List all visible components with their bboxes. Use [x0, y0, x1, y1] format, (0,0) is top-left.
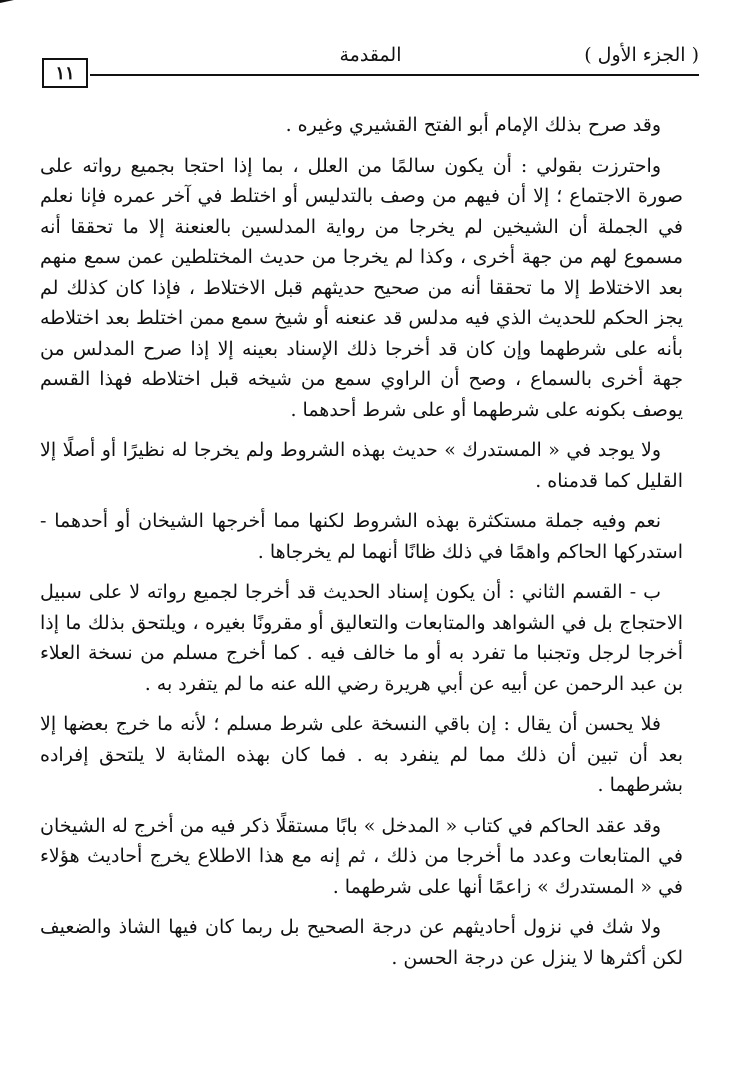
paragraph: واحترزت بقولي : أن يكون سالمًا من العلل ، بما إذا احتجا بجميع رواته على صورة الاجتماع ؛ إلا أن فيهم من وصف بالتدليس أو اختلط في آخر عمره فإنا نعلم في الجملة أن الشيخين لم يخرجا من رواية المدلسين بالعنعنة إلا ما تحققا أنه مسموع لهم من جهة أخرى ، وكذا لم يخرجا من حديث المختلطين عمن سمع منهم بعد الاختلاط إلا ما تحققا أنه من صحيح حديثهم قبل الاختلاط ، فإذا كان كذلك لم يجز الحكم للحديث الذي فيه مدلس قد عنعنه أو شيخ سمع ممن اختلط بعد اختلاطه بأنه على شرطهما وإن كان قد أخرجا ذلك الإسناد بعينه إلا إذا صرح المدلس من جهة أخرى بالسماع ، وصح أن الراوي سمع من شيخه قبل اختلاطه فهذا القسم يوصف بكونه على شرطهما أو على شرط أحدهما . [40, 154, 683, 421]
section-title: المقدمة [339, 44, 402, 66]
paragraph: ولا يوجد في « المستدرك » حديث بهذه الشروط ولم يخرجا له نظيرًا أو أصلًا إلا القليل كما قدمناه . [40, 439, 683, 492]
paragraph: وقد صرح بذلك الإمام أبو الفتح القشيري وغيره . [285, 114, 661, 136]
main-text [40, 110, 683, 983]
paragraph: فلا يحسن أن يقال : إن باقي النسخة على شرط مسلم ؛ لأنه ما خرج بعضها إلا بعد أن تبين أن ذلك مما لم ينفرد به . فما كان بهذه المثابة لا يلتحق إفراده بشرطهما . [40, 713, 683, 796]
paragraph: ولا شك في نزول أحاديثهم عن درجة الصحيح بل ربما كان فيها الشاذ والضعيف لكن أكثرها لا ينزل عن درجة الحسن . [40, 916, 683, 969]
volume-label: ( الجزء الأول ) [584, 44, 699, 66]
paragraph: وقد عقد الحاكم في كتاب « المدخل » بابًا مستقلًا ذكر فيه من أخرج له الشيخان في المتابعات وعدد ما أخرجا من ذلك ، ثم إنه مع هذا الاطلاع يخرج أحاديث هؤلاء في « المستدرك » زاعمًا أنها على شرطهما . [40, 814, 683, 898]
page-number: ١١ [42, 58, 88, 88]
paragraph: ب - القسم الثاني : أن يكون إسناد الحديث قد أخرجا لجميع رواته لا على سبيل الاحتجاج بل في الشواهد والمتابعات والتعاليق أو مقرونًا بغيره ، ويلتحق بذلك ما إذا أخرجا لرجل وتجنبا ما تفرد به أو ما خالف فيه . كما أخرج مسلم من نسخة العلاء بن عبد الرحمن عن أبيه عن أبي هريرة رضي الله عنه ما لم يتفرد به . [40, 581, 683, 695]
page-corner-mark [0, 0, 14, 11]
header-rule [90, 74, 699, 76]
paragraph: نعم وفيه جملة مستكثرة بهذه الشروط لكنها مما أخرجها الشيخان أو أحدهما - استدركها الحاكم واهمًا في ذلك ظانًا أنهما لم يخرجاها . [40, 510, 683, 563]
page-header [42, 38, 699, 84]
